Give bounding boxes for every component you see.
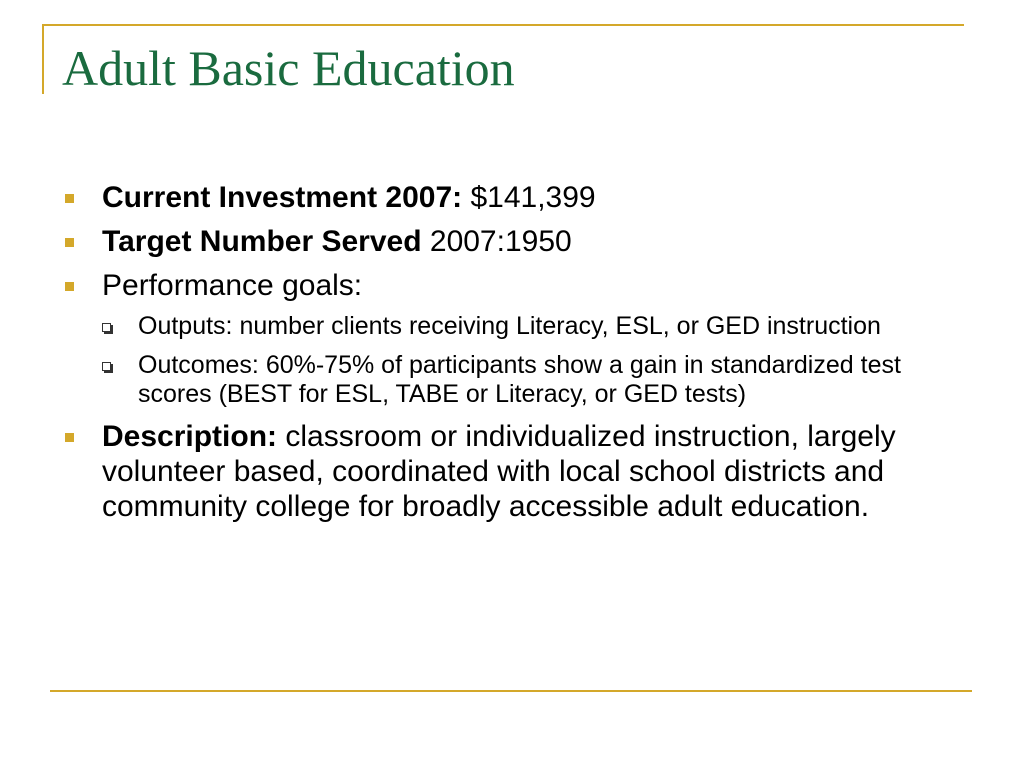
- bullet-current-investment: [62, 180, 972, 215]
- square-bullet-icon: [65, 194, 74, 203]
- slide-body: [62, 180, 972, 533]
- bullet-label: Target Number Served: [102, 225, 422, 258]
- frame-top-line: [42, 24, 964, 26]
- hollow-square-bullet-icon: [102, 362, 111, 371]
- sub-bullet-outcomes: [62, 351, 972, 409]
- bullet-value: 2007:1950: [421, 225, 572, 258]
- bullet-value: classroom or individualized instruction, largely volunteer based, coordinated with local school districts and community college for broadly accessible adult education.: [102, 420, 896, 523]
- bullet-target-number-served: [62, 224, 972, 259]
- sub-bullet-outputs: [62, 312, 972, 341]
- sub-bullet-text: Outputs: number clients receiving Literacy, ESL, or GED instruction: [138, 312, 881, 340]
- bullet-text: Performance goals:: [102, 269, 363, 302]
- bullet-performance-goals: [62, 268, 972, 303]
- frame-left-line: [42, 24, 44, 94]
- square-bullet-icon: [65, 282, 74, 291]
- hollow-square-bullet-icon: [102, 323, 111, 332]
- bullet-label: Description:: [102, 420, 278, 453]
- sub-bullet-text: Outcomes: 60%-75% of participants show a gain in standardized test scores (BEST for ESL, TABE or Literacy, or GED tests): [138, 351, 901, 408]
- bullet-label: Current Investment 2007:: [102, 181, 463, 214]
- frame-bottom-line: [50, 690, 972, 692]
- square-bullet-icon: [65, 238, 74, 247]
- slide-title: Adult Basic Education: [62, 40, 515, 96]
- square-bullet-icon: [65, 433, 74, 442]
- bullet-value: $141,399: [462, 181, 596, 214]
- bullet-description: [62, 419, 972, 524]
